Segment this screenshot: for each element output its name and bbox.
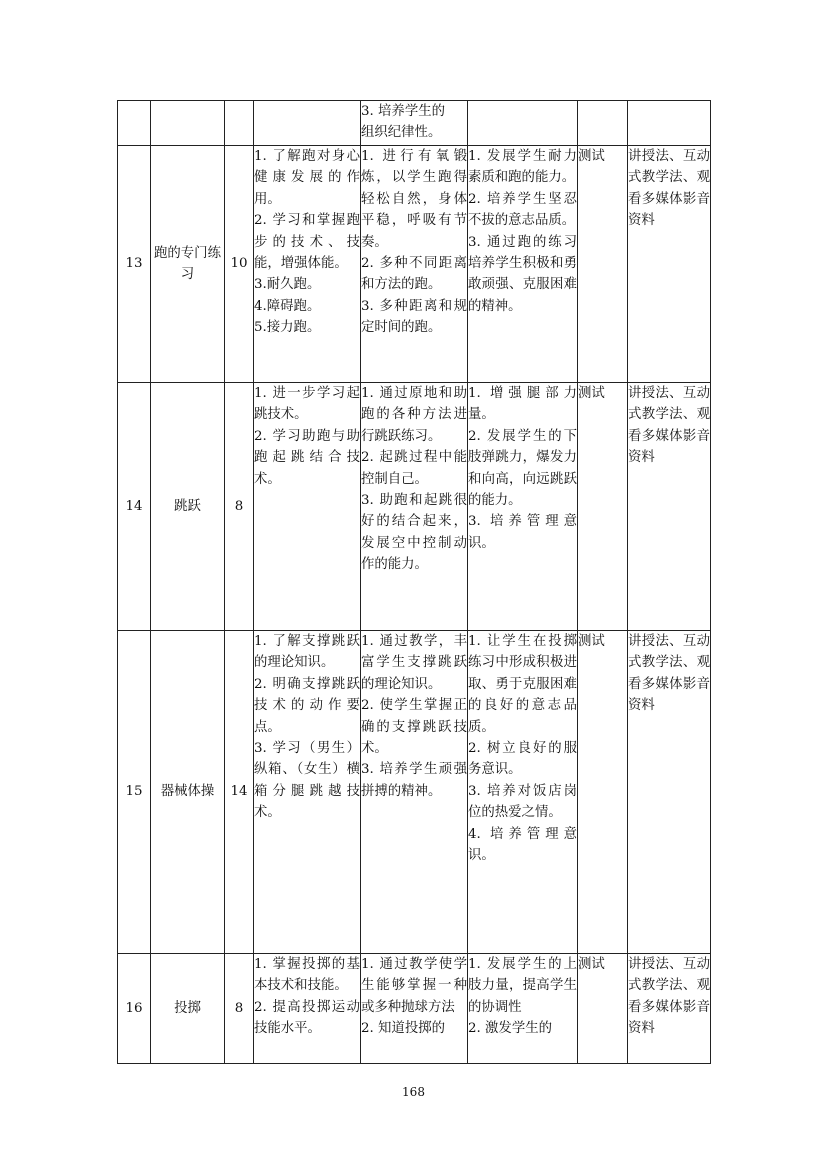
teaching-content-line: 5.接力跑。 <box>254 320 321 336</box>
teaching-requirements-line: 2. 起跳过程中能控制自己。 <box>361 450 467 487</box>
teaching-content-line: 2. 学习助跑与助跑起跳结合技术。 <box>254 428 360 487</box>
teaching-goals <box>468 631 578 954</box>
teaching-requirements-line: 2. 知道投掷的 <box>361 1021 445 1037</box>
assessment-method: 测试 <box>578 146 628 383</box>
row-number: 16 <box>118 954 151 1064</box>
teaching-methods <box>628 146 711 383</box>
teaching-goals-line: 3. 培养对饭店岗位的热爱之情。 <box>468 783 577 821</box>
teaching-methods-line: 讲授法、互动式教学法、观看多媒体影音资料 <box>628 634 710 714</box>
teaching-requirements <box>361 631 468 954</box>
teaching-goals <box>468 954 578 1064</box>
teaching-requirements-line: 2. 使学生掌握正确的支撑跳跃技术。 <box>361 698 467 757</box>
class-hours: 14 <box>225 631 254 954</box>
teaching-content-line: 1. 了解跑对身心健康发展的作用。 <box>254 149 360 207</box>
teaching-content-line: 2. 明确支撑跳跃技术的动作要点。 <box>254 676 360 735</box>
teaching-requirements-line: 3. 培养学生的 <box>361 104 445 119</box>
teaching-methods <box>628 954 711 1064</box>
table-row <box>118 954 711 1064</box>
teaching-methods <box>628 101 711 146</box>
teaching-requirements-line: 组织纪律性。 <box>361 125 442 141</box>
teaching-goals-line: 2. 培养学生坚忍不拔的意志品质。 <box>468 191 577 229</box>
table-row <box>118 101 711 146</box>
table-row <box>118 146 711 383</box>
assessment-method: 测试 <box>578 631 628 954</box>
row-number: 15 <box>118 631 151 954</box>
teaching-content-line: 1. 了解支撑跳跃的理论知识。 <box>254 634 360 671</box>
course-content-table <box>117 100 711 1064</box>
teaching-goals <box>468 146 578 383</box>
teaching-requirements-line: 1. 进行有氧锻炼，以学生跑得轻松自然，身体平稳，呼吸有节奏。 <box>361 149 467 250</box>
teaching-requirements-line: 3. 多种距离和规定时间的跑。 <box>361 298 467 336</box>
unit-name: 跑的专门练习 <box>151 146 225 383</box>
unit-name: 跳跃 <box>151 383 225 631</box>
teaching-goals-line: 3. 通过跑的练习培养学生积极和勇敢顽强、克服困难的精神。 <box>468 234 577 314</box>
teaching-content-line: 4.障碍跑。 <box>254 298 321 314</box>
class-hours: 8 <box>225 954 254 1064</box>
teaching-requirements <box>361 101 468 146</box>
teaching-content <box>254 146 361 383</box>
row-number <box>118 101 151 146</box>
teaching-content <box>254 631 361 954</box>
teaching-goals-line: 1. 发展学生的上肢力量，提高学生的协调性 <box>468 957 577 1015</box>
teaching-methods-line: 讲授法、互动式教学法、观看多媒体影音资料 <box>628 957 710 1037</box>
teaching-goals-line: 1. 增强腿部力量。 <box>468 386 577 423</box>
teaching-content-line: 3. 学习（男生）纵箱、（女生）横箱分腿跳越技术。 <box>254 741 360 821</box>
teaching-requirements-line: 1. 通过原地和助跑的各种方法进行跳跃练习。 <box>361 386 467 444</box>
row-number: 14 <box>118 383 151 631</box>
teaching-content-line: 1. 掌握投掷的基本技术和技能。 <box>254 957 360 994</box>
class-hours <box>225 101 254 146</box>
assessment-method: 测试 <box>578 954 628 1064</box>
unit-name: 器械体操 <box>151 631 225 954</box>
assessment-method <box>578 101 628 146</box>
unit-name <box>151 101 225 146</box>
teaching-content <box>254 954 361 1064</box>
teaching-content-line: 2. 学习和掌握跑步的技术、技能，增强体能。 <box>254 213 360 272</box>
teaching-requirements <box>361 383 468 631</box>
teaching-content-line: 3.耐久跑。 <box>254 277 321 293</box>
class-hours: 10 <box>225 146 254 383</box>
teaching-requirements <box>361 954 468 1064</box>
teaching-goals-line: 2. 发展学生的下肢弹跳力，爆发力和向高，向远跳跃的能力。 <box>468 428 577 509</box>
teaching-goals-line: 1. 让学生在投掷练习中形成积极进取、勇于克服困难的良好的意志品质。 <box>468 634 577 735</box>
teaching-goals-line: 2. 激发学生的 <box>468 1021 552 1037</box>
teaching-methods <box>628 631 711 954</box>
assessment-method: 测试 <box>578 383 628 631</box>
teaching-content <box>254 383 361 631</box>
teaching-content-line: 2. 提高投掷运动技能水平。 <box>254 999 360 1037</box>
teaching-requirements-line: 3. 助跑和起跳很好的结合起来，发展空中控制动作的能力。 <box>361 493 467 573</box>
teaching-goals-line: 1. 发展学生耐力素质和跑的能力。 <box>468 149 577 186</box>
class-hours: 8 <box>225 383 254 631</box>
table-row <box>118 383 711 631</box>
table-row <box>118 631 711 954</box>
teaching-content-line: 1. 进一步学习起跳技术。 <box>254 386 360 423</box>
row-number: 13 <box>118 146 151 383</box>
teaching-goals-line: 2. 树立良好的服务意识。 <box>468 741 577 778</box>
teaching-methods-line: 讲授法、互动式教学法、观看多媒体影音资料 <box>628 386 710 466</box>
teaching-methods-line: 讲授法、互动式教学法、观看多媒体影音资料 <box>628 149 710 229</box>
teaching-requirements-line: 1. 通过教学使学生能够掌握一种或多种抛球方法 <box>361 957 467 1015</box>
teaching-methods <box>628 383 711 631</box>
teaching-goals-line: 4. 培养管理意识。 <box>468 826 577 864</box>
teaching-goals <box>468 383 578 631</box>
unit-name: 投掷 <box>151 954 225 1064</box>
teaching-requirements-line: 2. 多种不同距离和方法的跑。 <box>361 256 467 293</box>
teaching-goals <box>468 101 578 146</box>
teaching-requirements <box>361 146 468 383</box>
teaching-requirements-line: 1. 通过教学，丰富学生支撑跳跃的理论知识。 <box>361 634 467 692</box>
teaching-requirements-line: 3. 培养学生顽强拼搏的精神。 <box>361 762 467 799</box>
page-number: 168 <box>402 1085 425 1099</box>
teaching-goals-line: 3. 培养管理意识。 <box>468 514 577 551</box>
teaching-content <box>254 101 361 146</box>
